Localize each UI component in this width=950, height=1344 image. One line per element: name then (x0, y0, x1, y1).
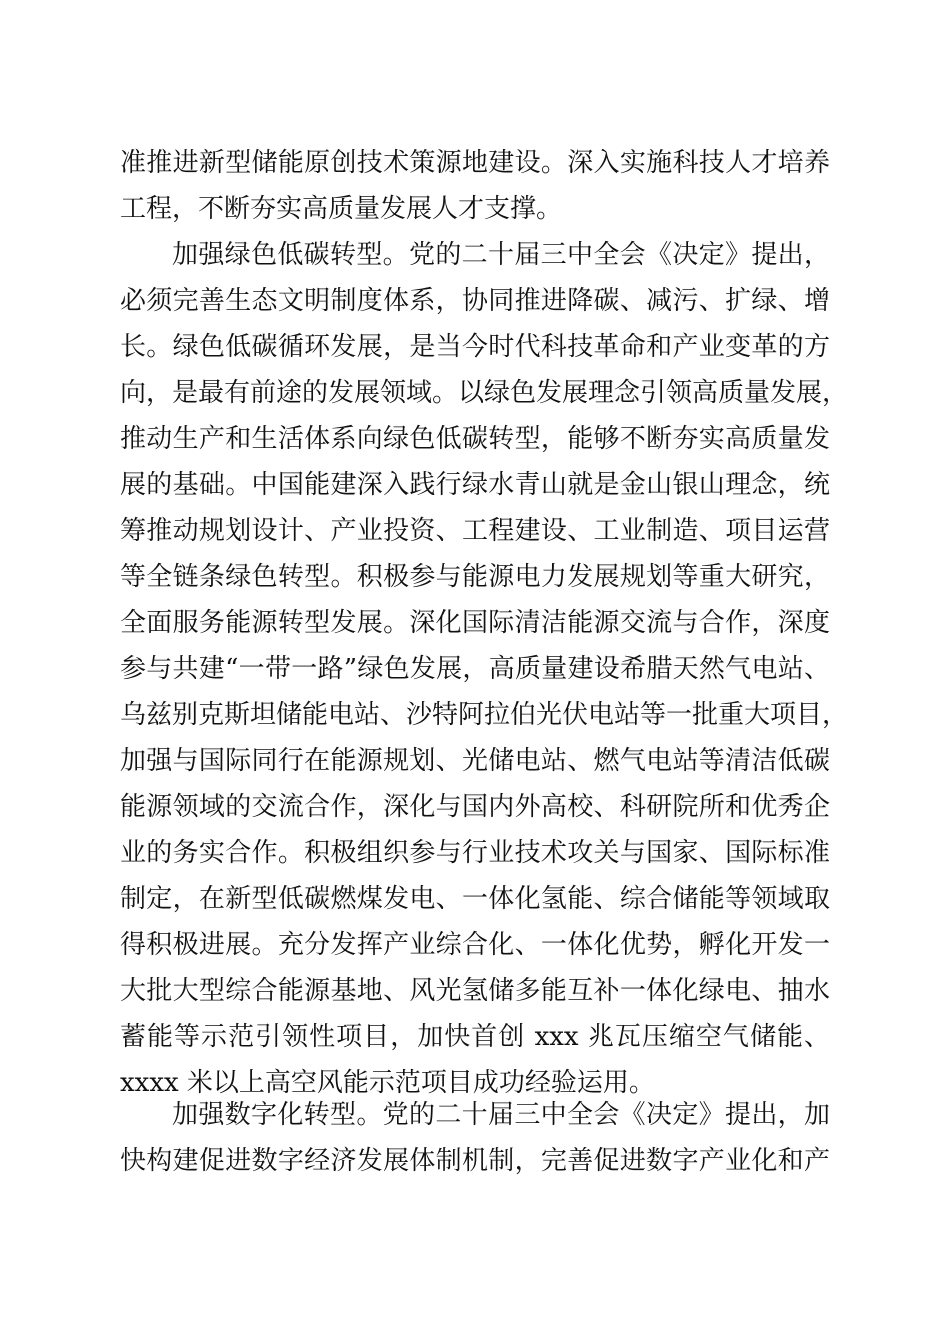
text-line: 加强数字化转型。党的二十届三中全会《决定》提出，加 (172, 1100, 830, 1130)
text-line: xxxx 米以上高空风能示范项目成功经验运用。 (120, 1068, 655, 1098)
text-line: 向，是最有前途的发展领域。以绿色发展理念引领高质量发展， (120, 378, 849, 408)
paragraph-digital-transition (120, 1092, 830, 1184)
text-line: 参与共建“一带一路”绿色发展，高质量建设希腊天然气电站、 (120, 654, 830, 684)
text-line: 准推进新型储能原创技术策源地建设。深入实施科技人才培养 (120, 148, 830, 178)
text-line: 加强与国际同行在能源规划、光储电站、燃气电站等清洁低碳 (120, 746, 830, 776)
text-line: 必须完善生态文明制度体系，协同推进降碳、减污、扩绿、增 (120, 286, 830, 316)
text-line: 全面服务能源转型发展。深化国际清洁能源交流与合作，深度 (120, 608, 830, 638)
text-line: 快构建促进数字经济发展体制机制，完善促进数字产业化和产 (120, 1146, 830, 1176)
text-line: 加强绿色低碳转型。党的二十届三中全会《决定》提出， (172, 240, 830, 270)
text-line: 制定，在新型低碳燃煤发电、一体化氢能、综合储能等领域取 (120, 884, 830, 914)
paragraph-green-transition (120, 232, 849, 1106)
text-line: 得积极进展。充分发挥产业综合化、一体化优势，孵化开发一 (120, 930, 830, 960)
text-line: 工程，不断夯实高质量发展人才支撑。 (120, 194, 563, 224)
text-line: 乌兹别克斯坦储能电站、沙特阿拉伯光伏电站等一批重大项目， (120, 700, 849, 730)
text-line: 大批大型综合能源基地、风光氢储多能互补一体化绿电、抽水 (120, 976, 830, 1006)
text-line: 长。绿色低碳循环发展，是当今时代科技革命和产业变革的方 (120, 332, 830, 362)
paragraph-continuation (120, 140, 830, 232)
text-line: 业的务实合作。积极组织参与行业技术攻关与国家、国际标准 (120, 838, 830, 868)
text-line: 展的基础。中国能建深入践行绿水青山就是金山银山理念，统 (120, 470, 830, 500)
text-line: 推动生产和生活体系向绿色低碳转型，能够不断夯实高质量发 (120, 424, 830, 454)
text-line: 能源领域的交流合作，深化与国内外高校、科研院所和优秀企 (120, 792, 830, 822)
text-line: 蓄能等示范引领性项目，加快首创 xxx 兆瓦压缩空气储能、 (120, 1022, 830, 1052)
text-line: 等全链条绿色转型。积极参与能源电力发展规划等重大研究， (120, 562, 830, 592)
text-line: 筹推动规划设计、产业投资、工程建设、工业制造、项目运营 (120, 516, 830, 546)
